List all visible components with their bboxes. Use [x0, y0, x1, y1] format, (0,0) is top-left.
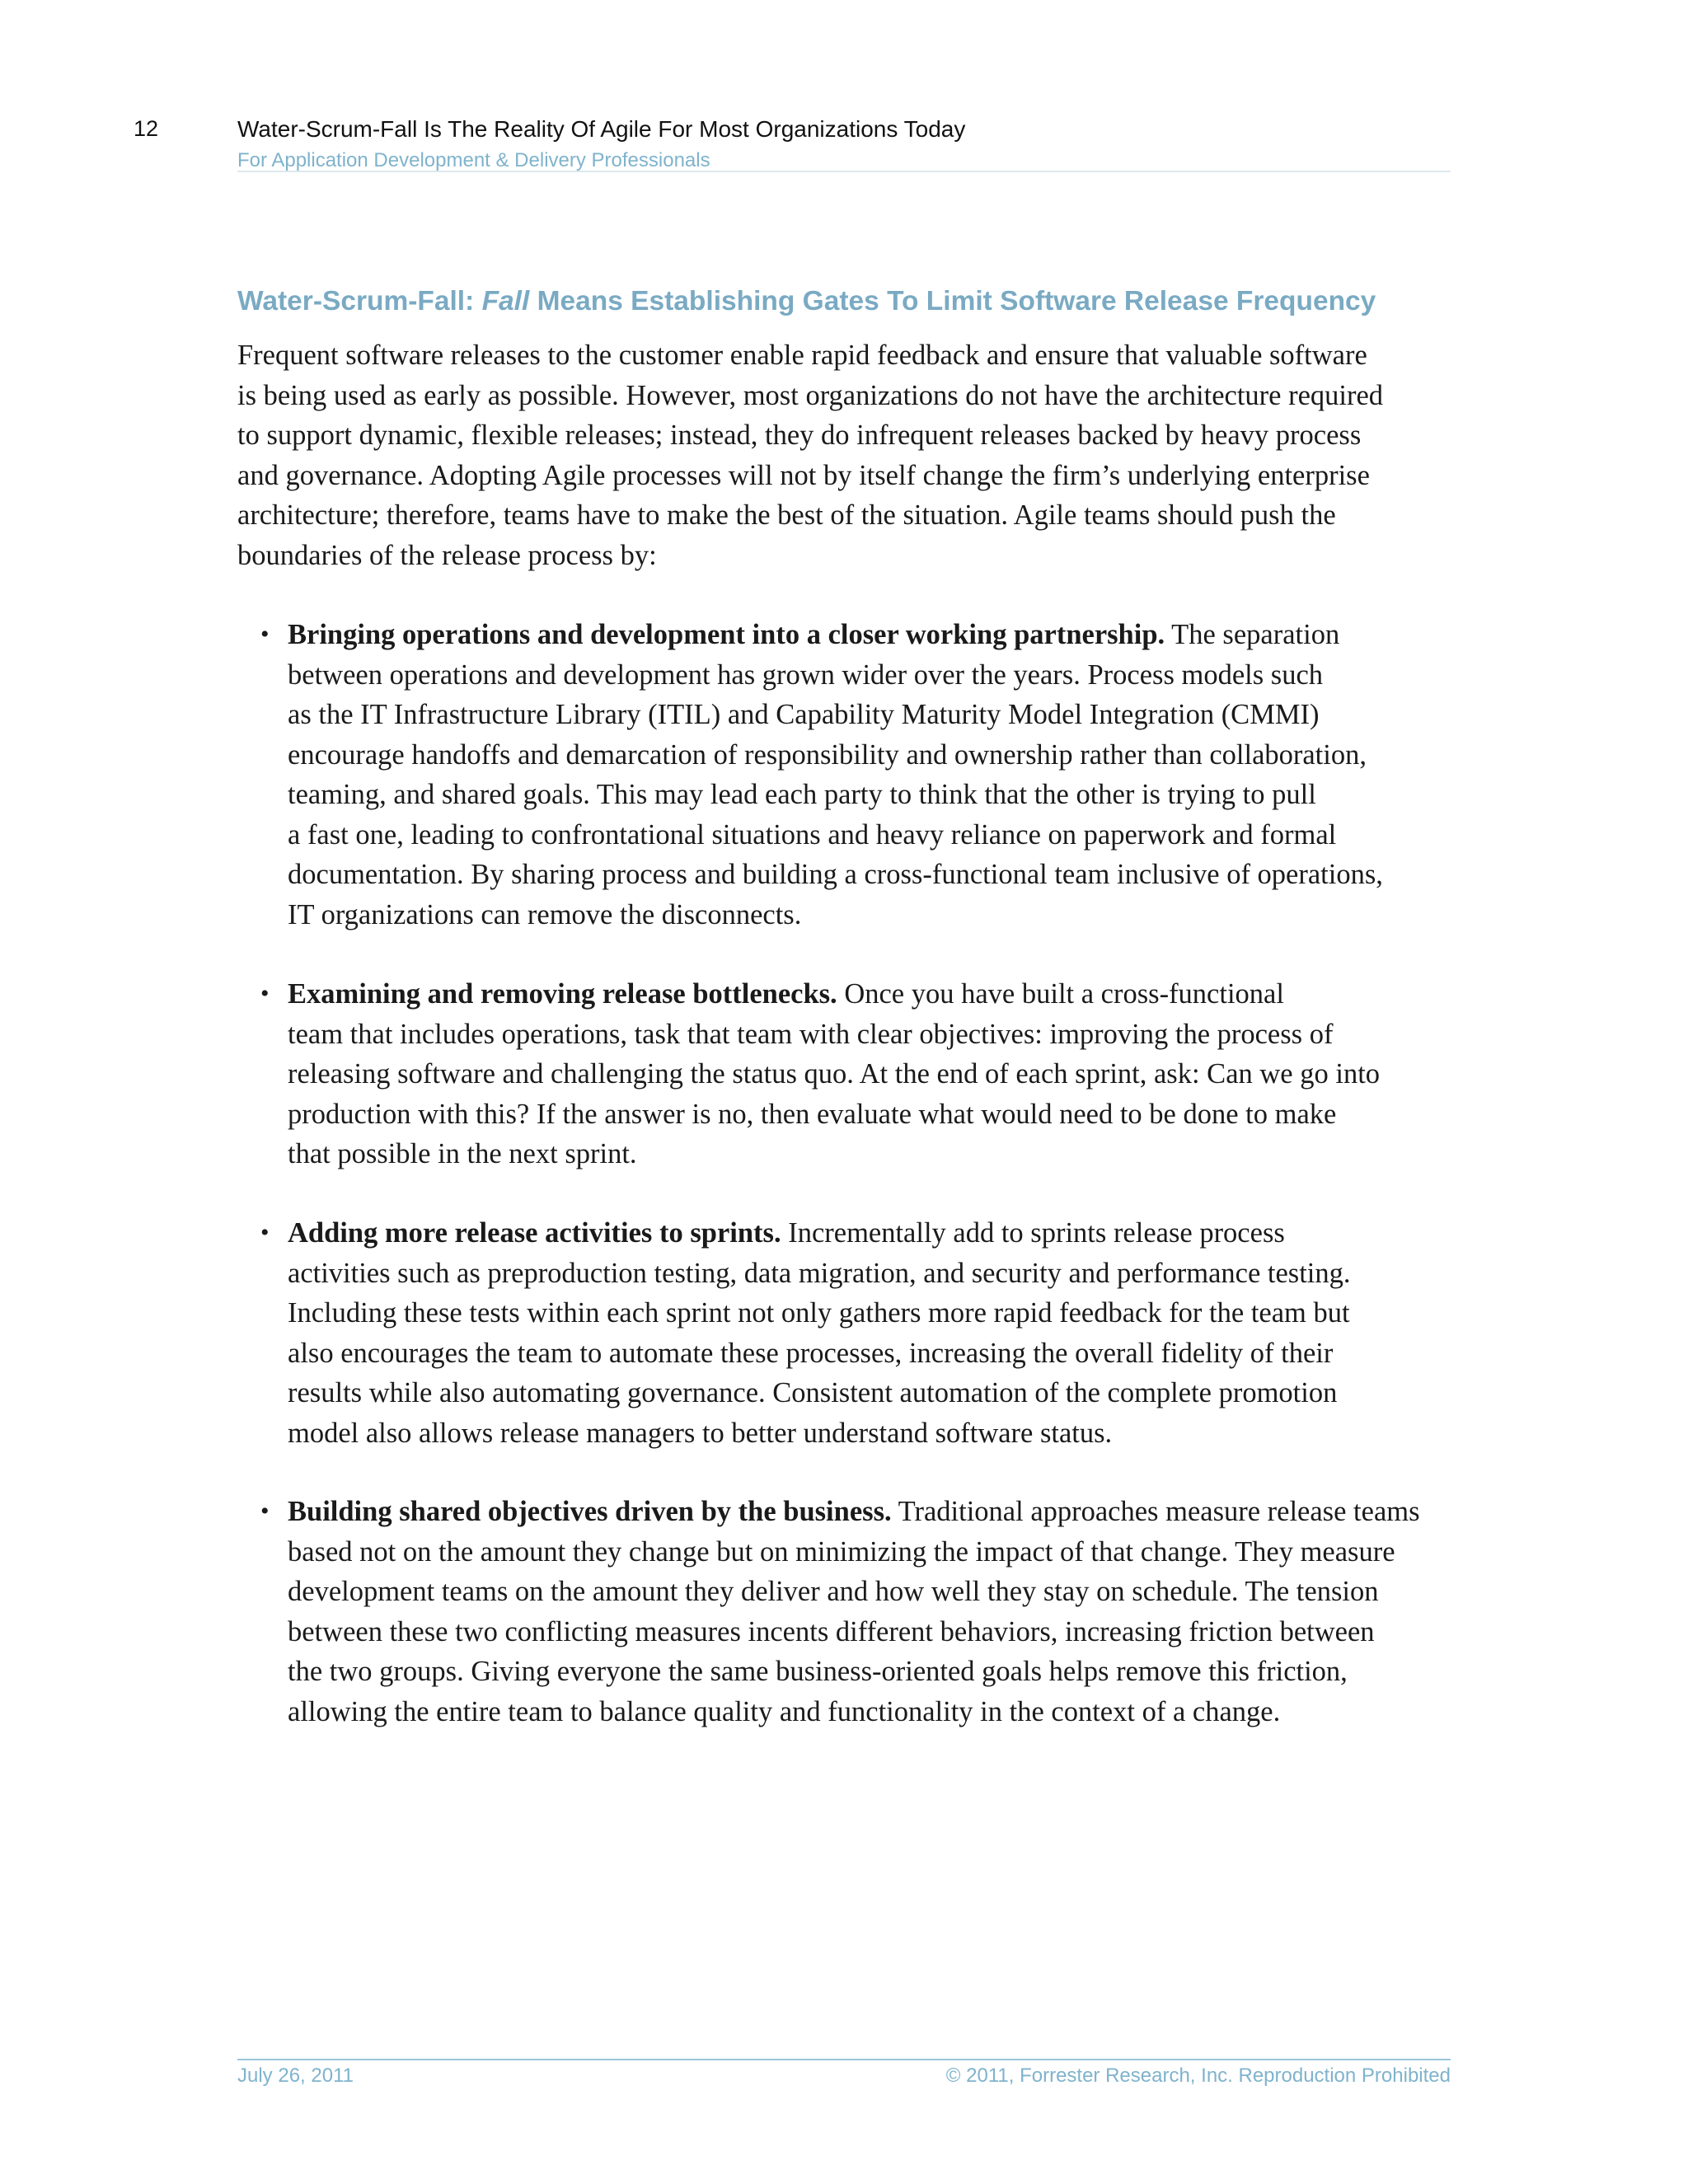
bullet-lead: Building shared objectives driven by the business.	[288, 1496, 892, 1527]
bullet-line: encourage handoffs and demarcation of responsibility and ownership rather than collaboration,	[288, 738, 1367, 771]
bullet-line: that possible in the next sprint.	[288, 1138, 637, 1169]
bullet-line: development teams on the amount they deliver and how well they stay on schedule. The tension	[288, 1576, 1379, 1607]
bullet-line: IT organizations can remove the disconnects.	[288, 898, 802, 930]
bullet-line: between operations and development has grown wider over the years. Process models such	[288, 658, 1324, 691]
bullet-marker: •	[260, 1219, 270, 1246]
bullet-line: based not on the amount they change but on minimizing the impact of that change. They measure	[288, 1535, 1395, 1568]
bullet-line: releasing software and challenging the status quo. At the end of each sprint, ask: Can we go into	[288, 1058, 1381, 1090]
bullet-line: team that includes operations, task that team with clear objectives: improving the process of	[288, 1018, 1334, 1050]
bullet-line: the two groups. Giving everyone the same business-oriented goals helps remove this friction,	[288, 1656, 1348, 1687]
bullet-line: production with this? If the answer is no, then evaluate what would need to be done to make	[288, 1098, 1337, 1130]
bullet-line: activities such as preproduction testing, data migration, and security and performance testing.	[288, 1257, 1351, 1289]
section-heading-prefix: Water-Scrum-Fall:	[237, 286, 482, 316]
bullet-marker: •	[260, 621, 270, 648]
bullet-line: as the IT Infrastructure Library (ITIL) and Capability Maturity Model Integration (CMMI)	[288, 699, 1320, 730]
intro-line: architecture; therefore, teams have to make the best of the situation. Agile teams should push the	[237, 499, 1336, 531]
bullet-first-line-rest: Once you have built a cross-functional	[837, 978, 1284, 1010]
bullet-item-operations-partnership	[260, 615, 1471, 935]
bullet-marker: •	[260, 1497, 270, 1525]
intro-paragraph	[237, 335, 1457, 575]
header-divider	[237, 171, 1451, 172]
intro-line: to support dynamic, flexible releases; instead, they do infrequent releases backed by heavy process	[237, 419, 1362, 451]
intro-line: and governance. Adopting Agile processes will not by itself change the firm’s underlying enterprise	[237, 459, 1370, 491]
bullet-line: Including these tests within each sprint not only gathers more rapid feedback for the team but	[288, 1297, 1350, 1329]
footer-copyright: © 2011, Forrester Research, Inc. Reproduction Prohibited	[945, 2064, 1451, 2087]
bullet-line: between these two conflicting measures incents different behaviors, increasing friction between	[288, 1615, 1375, 1647]
bullet-lead: Bringing operations and development into a closer working partnership.	[288, 619, 1165, 650]
bullet-lead: Adding more release activities to sprints.	[288, 1217, 781, 1249]
intro-line: is being used as early as possible. However, most organizations do not have the architecture required	[237, 379, 1384, 411]
bullet-first-line-rest: Incrementally add to sprints release process	[781, 1217, 1285, 1249]
bullet-line: also encourages the team to automate these processes, increasing the overall fidelity of their	[288, 1337, 1334, 1369]
bullet-item-release-bottlenecks	[260, 974, 1471, 1174]
bullet-first-line-rest: Traditional approaches measure release teams	[891, 1496, 1420, 1527]
bullet-lead: Examining and removing release bottlenecks.	[288, 978, 837, 1010]
bullet-first-line-rest: The separation	[1165, 619, 1340, 650]
section-heading	[237, 286, 1457, 317]
bullet-line: results while also automating governance. Consistent automation of the complete promotion	[288, 1377, 1338, 1408]
section-heading-suffix: Means Establishing Gates To Limit Software Release Frequency	[529, 286, 1376, 316]
section-heading-emphasis: Fall	[481, 286, 530, 316]
intro-line: boundaries of the release process by:	[237, 539, 657, 571]
document-title: Water-Scrum-Fall Is The Reality Of Agile For Most Organizations Today	[237, 116, 966, 142]
footer-divider	[237, 2059, 1451, 2060]
intro-line: Frequent software releases to the customer enable rapid feedback and ensure that valuable software	[237, 340, 1367, 371]
bullet-marker: •	[260, 980, 270, 1007]
page-number: 12	[134, 116, 159, 141]
bullet-line: documentation. By sharing process and building a cross-functional team inclusive of operations,	[288, 859, 1383, 890]
bullet-line: allowing the entire team to balance quality and functionality in the context of a change.	[288, 1695, 1281, 1727]
bullet-item-release-activities	[260, 1213, 1471, 1453]
bullet-line: a fast one, leading to confrontational situations and heavy reliance on paperwork and formal	[288, 818, 1337, 851]
bullet-item-shared-objectives	[260, 1492, 1471, 1732]
bullet-line: model also allows release managers to better understand software status.	[288, 1417, 1113, 1449]
document-subtitle: For Application Development & Delivery Professionals	[237, 149, 710, 171]
bullet-line: teaming, and shared goals. This may lead each party to think that the other is trying to pull	[288, 779, 1316, 810]
footer-date: July 26, 2011	[237, 2064, 354, 2087]
